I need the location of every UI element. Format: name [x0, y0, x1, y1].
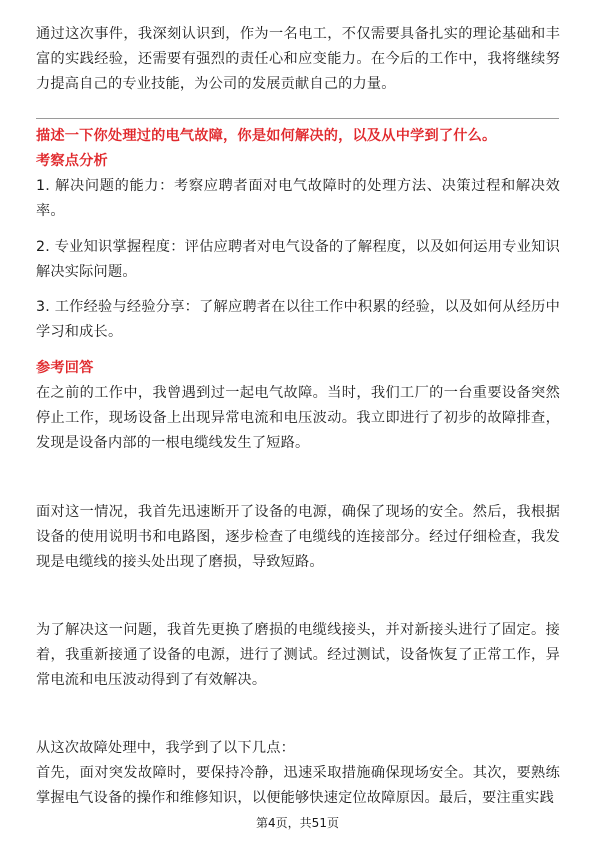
- answer-heading: 参考回答: [36, 360, 94, 376]
- section-divider: [36, 118, 559, 119]
- answer-paragraph-4: 从这次故障处理中，我学到了以下几点：: [36, 740, 295, 756]
- analysis-heading: 考察点分析: [36, 153, 108, 169]
- analysis-point-1: 1. 解决问题的能力：考察应聘者面对电气故障时的处理方法、决策过程和解决效率。: [36, 178, 560, 219]
- analysis-point-3: 3. 工作经验与经验分享：了解应聘者在以往工作中积累的经验，以及如何从经历中学习和成长。: [36, 299, 560, 340]
- answer-paragraph-2: 面对这一情况，我首先迅速断开了设备的电源，确保了现场的安全。然后，我根据设备的使用说明书和电路图，逐步检查了电缆线的连接部分。经过仔细检查，我发现是电缆线的接头处出现了磨损，导致短路。: [36, 504, 560, 570]
- question-text: 描述一下你处理过的电气故障，你是如何解决的，以及从中学到了什么。: [36, 128, 497, 144]
- answer-paragraph-1: 在之前的工作中，我曾遇到过一起电气故障。当时，我们工厂的一台重要设备突然停止工作，现场设备上出现异常电流和电压波动。我立即进行了初步的故障排查，发现是设备内部的一根电缆线发生了短路。: [36, 385, 560, 451]
- answer-paragraph-3: 为了解决这一问题，我首先更换了磨损的电缆线接头，并对新接头进行了固定。接着，我重新接通了设备的电源，进行了测试。经过测试，设备恢复了正常工作，异常电流和电压波动得到了有效解决。: [36, 622, 560, 688]
- answer-paragraph-5: 首先，面对突发故障时，要保持冷静，迅速采取措施确保现场安全。其次，要熟练掌握电气设备的操作和维修知识，以便能够快速定位故障原因。最后，要注重实践: [36, 765, 560, 806]
- intro-paragraph: 通过这次事件，我深刻认识到，作为一名电工，不仅需要具备扎实的理论基础和丰富的实践经验，还需要有强烈的责任心和应变能力。在今后的工作中，我将继续努力提高自己的专业技能，为公司的发展贡献自己的力量。: [36, 26, 560, 92]
- page-number: 第4页，共51页: [256, 816, 339, 830]
- analysis-point-2: 2. 专业知识掌握程度：评估应聘者对电气设备的了解程度，以及如何运用专业知识解决实际问题。: [36, 239, 560, 280]
